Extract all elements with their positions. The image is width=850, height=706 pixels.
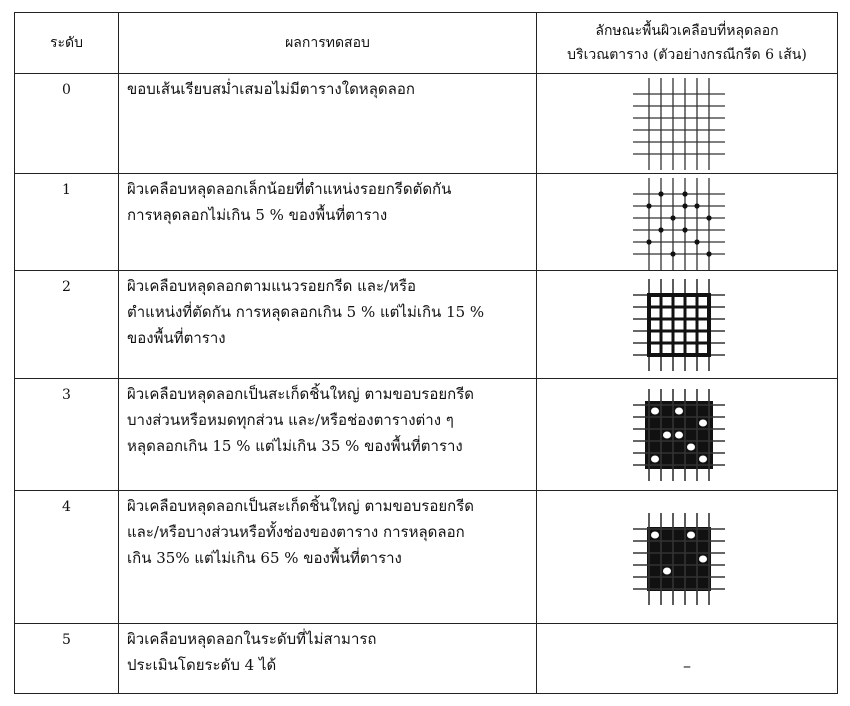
intact-spot: [651, 532, 659, 539]
grid-cell: [700, 334, 707, 341]
grid-cell: [676, 334, 683, 341]
pattern-cell: [537, 174, 838, 271]
description-cell: ผิวเคลือบหลุดลอกตามแนวรอยกรีด และ/หรือ ตำแหน่งที่ตัดกัน การหลุดลอกเกิน 5 % แต่ไม่เกิน 15 % ของพื้นที่ตาราง: [119, 271, 537, 379]
flake-dot: [658, 191, 663, 196]
grid-cell: [688, 298, 695, 305]
grid-cell: [700, 298, 707, 305]
grid-cell: [688, 334, 695, 341]
grid-cell: [676, 322, 683, 329]
flake-dot: [694, 239, 699, 244]
grid-cell: [664, 310, 671, 317]
intact-spot: [663, 568, 671, 575]
flake-dot: [694, 203, 699, 208]
flake-dot: [658, 227, 663, 232]
intact-spot: [687, 444, 695, 451]
table-row: [15, 491, 838, 624]
crosshatch-pattern-level-0: [629, 74, 729, 174]
grid-cell: [700, 322, 707, 329]
level-cell: 5: [15, 624, 119, 694]
header-level: ระดับ: [15, 13, 119, 74]
header-appearance-line2: บริเวณตาราง (ตัวอย่างกรณีกรีด 6 เส้น): [567, 47, 807, 63]
intact-spot: [663, 432, 671, 439]
description-cell: ผิวเคลือบหลุดลอกเป็นสะเก็ดชิ้นใหญ่ ตามขอบรอยกรีด บางส่วนหรือหมดทุกส่วน และ/หรือช่องตารางต่าง ๆ หลุดลอกเกิน 15 % แต่ไม่เกิน 35 % ของพื้นที่ตาราง: [119, 379, 537, 491]
flake-dot: [670, 251, 675, 256]
intact-spot: [699, 556, 707, 563]
table-row: [15, 624, 838, 694]
description-cell: ขอบเส้นเรียบสม่ำเสมอไม่มีตารางใดหลุดลอก: [119, 74, 537, 174]
pattern-cell: [537, 379, 838, 491]
crosshatch-pattern-level-1: [629, 174, 729, 274]
level-cell: 4: [15, 491, 119, 624]
grid-cell: [676, 310, 683, 317]
grid-cell: [652, 310, 659, 317]
header-appearance-line1: ลักษณะพื้นผิวเคลือบที่หลุดลอก: [595, 23, 779, 39]
flake-dot: [682, 227, 687, 232]
grid-cell: [652, 322, 659, 329]
grid-cell: [652, 346, 659, 353]
adhesion-rating-table: [14, 12, 838, 694]
flake-dot: [682, 191, 687, 196]
crosshatch-pattern-level-4: [629, 509, 729, 609]
grid-cell: [676, 346, 683, 353]
crosshatch-pattern-level-3: [629, 385, 729, 485]
flake-dot: [706, 215, 711, 220]
header-result: ผลการทดสอบ: [119, 13, 537, 74]
flake-dot: [646, 203, 651, 208]
not-applicable-dash: –: [683, 656, 691, 675]
header-appearance: [537, 13, 838, 74]
level-cell: 2: [15, 271, 119, 379]
flake-dot: [706, 251, 711, 256]
table-row: [15, 74, 838, 174]
pattern-cell: [537, 624, 838, 694]
table-row: [15, 174, 838, 271]
description-cell: ผิวเคลือบหลุดลอกในระดับที่ไม่สามารถ ประเมินโดยระดับ 4 ได้: [119, 624, 537, 694]
grid-cell: [676, 298, 683, 305]
intact-spot: [687, 532, 695, 539]
grid-cell: [688, 310, 695, 317]
pattern-cell: [537, 74, 838, 174]
intact-spot: [699, 456, 707, 463]
pattern-cell: [537, 271, 838, 379]
grid-cell: [652, 334, 659, 341]
intact-spot: [651, 408, 659, 415]
header-row: [15, 13, 838, 74]
crosshatch-pattern-level-2: [629, 275, 729, 375]
intact-spot: [651, 456, 659, 463]
table-row: [15, 379, 838, 491]
level-cell: 1: [15, 174, 119, 271]
grid-cell: [664, 346, 671, 353]
grid-cell: [664, 298, 671, 305]
description-cell: ผิวเคลือบหลุดลอกเล็กน้อยที่ตำแหน่งรอยกรีดตัดกัน การหลุดลอกไม่เกิน 5 % ของพื้นที่ตาราง: [119, 174, 537, 271]
pattern-cell: [537, 491, 838, 624]
level-cell: 3: [15, 379, 119, 491]
grid-cell: [700, 310, 707, 317]
intact-spot: [675, 432, 683, 439]
description-cell: ผิวเคลือบหลุดลอกเป็นสะเก็ดชิ้นใหญ่ ตามขอบรอยกรีด และ/หรือบางส่วนหรือทั้งช่องของตาราง การหลุดลอก เกิน 35% แต่ไม่เกิน 65 % ของพื้นที่ตาราง: [119, 491, 537, 624]
grid-cell: [664, 334, 671, 341]
table-row: [15, 271, 838, 379]
grid-cell: [664, 322, 671, 329]
grid-cell: [652, 298, 659, 305]
grid-cell: [688, 322, 695, 329]
grid-cell: [688, 346, 695, 353]
level-cell: 0: [15, 74, 119, 174]
intact-spot: [675, 408, 683, 415]
flake-dot: [670, 215, 675, 220]
grid-cell: [700, 346, 707, 353]
flake-dot: [682, 203, 687, 208]
intact-spot: [699, 420, 707, 427]
flake-dot: [646, 239, 651, 244]
